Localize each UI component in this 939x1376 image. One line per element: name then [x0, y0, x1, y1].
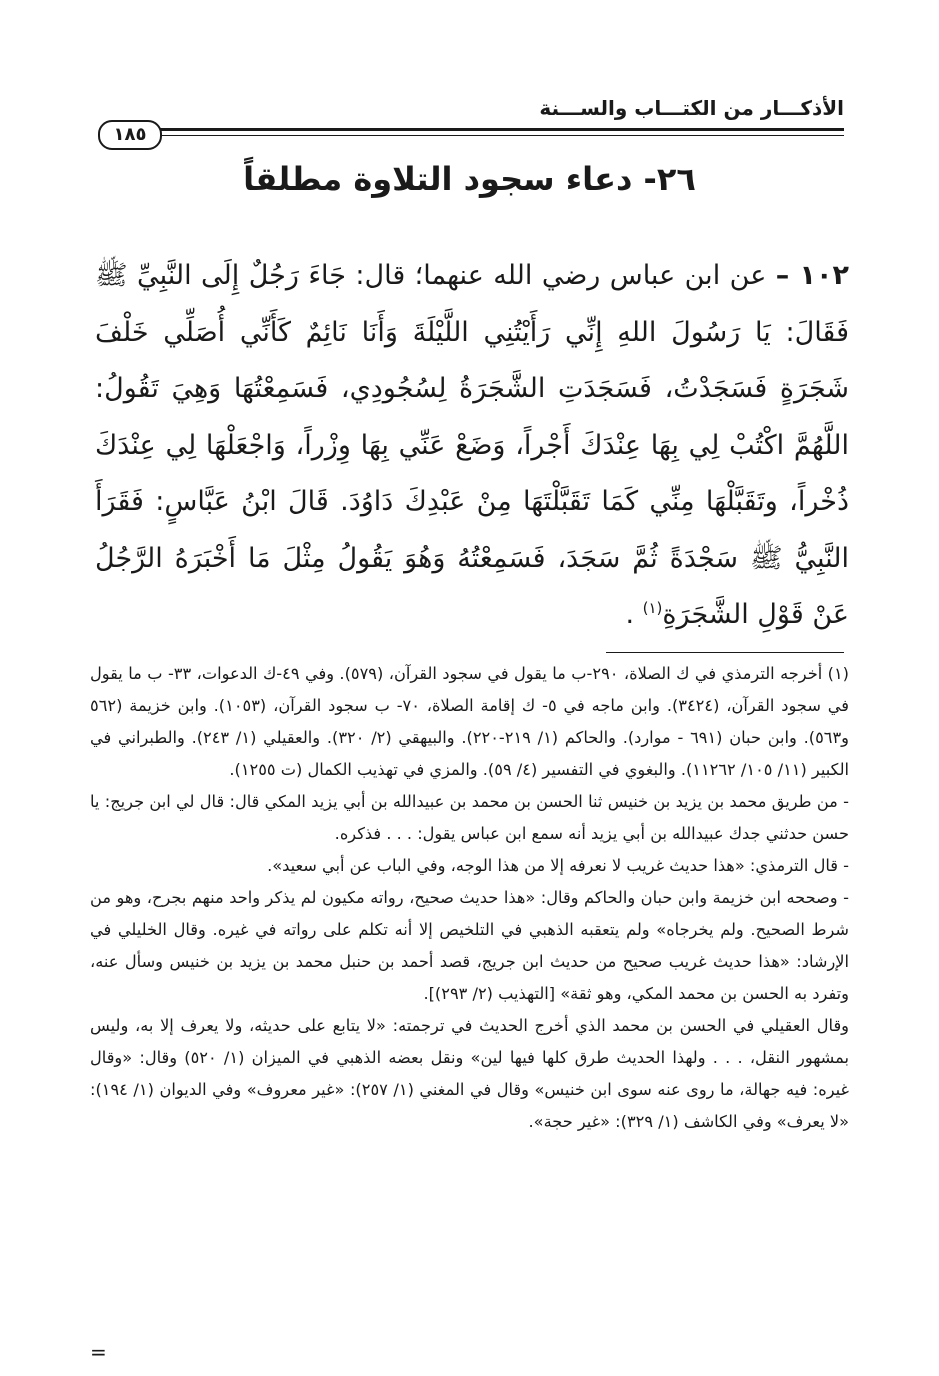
hadith-text-block	[95, 248, 849, 644]
footnote-divider	[606, 652, 844, 653]
hadith-number: ١٠٢ –	[775, 260, 849, 291]
footnote-reference[interactable]: (١)	[642, 599, 663, 617]
footnote-paragraph: - من طريق محمد بن يزيد بن خنيس ثنا الحسن بن محمد بن عبيدالله بن أبي يزيد المكي قال: قال لي ابن جريج: يا حسن حدثني جدك عبيدالله بن أبي يزيد أنه سمع ابن عباس يقول: . . . فذكره.	[90, 792, 849, 843]
header-rule	[150, 128, 844, 131]
hadith-end: .	[625, 599, 643, 630]
hadith-text: عن ابن عباس رضي الله عنهما؛ قال: جَاءَ رَجُلٌ إِلَى النَّبِيِّ ﷺ فَقَالَ: يَا رَسُولَ اللهِ إِنِّي رَأَيْتُنِي اللَّيْلَةَ وَأَنَا نَائِمٌ كَأَنِّي أُصَلِّي خَلْفَ شَجَرَةٍ فَسَجَدْتُ، فَسَجَدَتِ الشَّجَرَةُ لِسُجُودِي، فَسَمِعْتُهَا وَهِيَ تَقُولُ: اللَّهُمَّ اكْتُبْ لِي بِهَا عِنْدَكَ أَجْراً، وَضَعْ عَنِّي بِهَا وِزْراً، وَاجْعَلْهَا لِي عِنْدَكَ ذُخْراً، وتَقَبَّلْهَا مِنِّي كَمَا تَقَبَّلْتَهَا مِنْ عَبْدِكَ دَاوُدَ. قَالَ ابْنُ عَبَّاسٍ: فَقَرَأَ النَّبِيُّ ﷺ سَجْدَةً ثُمَّ سَجَدَ، فَسَمِعْتُهُ وَهُوَ يَقُولُ مِثْلَ مَا أَخْبَرَهُ الرَّجُلُ عَنْ قَوْلِ الشَّجَرَةِ	[95, 260, 849, 630]
running-header: الأذكـــار من الكتـــاب والســـنة	[539, 96, 844, 120]
footnote-paragraph: - وصححه ابن خزيمة وابن حبان والحاكم وقال: «هذا حديث صحيح، رواته مكيون لم يذكر واحد منهم بجرح، وهو من شرط الصحيح. ولم يخرجاه» ولم يتعقبه الذهبي في التلخيص إلا أنه تكلم على رواته في غيره. وقال الخليلي في الإرشاد: «هذا حديث غريب صحيح من حديث ابن جريج، قصد أحمد بن حنبل محمد بن يزيد بن خنيس وسأل عنه، وتفرد به الحسن بن محمد المكي، وهو ثقة» [التهذيب (٢/ ٢٩٣)].	[90, 888, 849, 1003]
page-number: ١٨٥	[98, 120, 162, 150]
footnote-paragraph: (١) أخرجه الترمذي في ك الصلاة، ٢٩٠-ب ما يقول في سجود القرآن، (٥٧٩). وفي ٤٩-ك الدعوات، ٣٣- ب ما يقول في سجود القرآن، (٣٤٢٤). وابن ماجه في ٥- ك إقامة الصلاة، ٧٠- ب سجود القرآن، (١٠٥٣). وابن خزيمة (٥٦٢ و٥٦٣). وابن حبان (٦٩١ - موارد). والحاكم (١/ ٢١٩-٢٢٠). والبيهقي (٢/ ٣٢٠). والعقيلي (١/ ٢٤٣). والطبراني في الكبير (١١/ ١٠٥/ ١١٢٦٢). والبغوي في التفسير (٤/ ٥٩). والمزي في تهذيب الكمال (ت ١٢٥٥).	[90, 664, 849, 779]
header-rule-thin	[150, 135, 844, 136]
footnote-paragraph: - قال الترمذي: «هذا حديث غريب لا نعرفه إلا من هذا الوجه، وفي الباب عن أبي سعيد».	[267, 856, 849, 875]
footnote-paragraph: وقال العقيلي في الحسن بن محمد الذي أخرج الحديث في ترجمته: «لا يتابع على حديثه، ولا يعرف إلا به، وليس بمشهور النقل، . . . ولهذا الحديث طرق كلها فيها لين» ونقل بعضه الذهبي في الميزان (١/ ٥٢٠) وقال: «وقال غيره: فيه جهالة، ما روى عنه سوى ابن خنيس» وقال في المغني (١/ ٢٥٧): «غير معروف» وفي الديوان (١/ ١٩٤): «لا يعرف» وفي الكاشف (١/ ٣٢٩): «غير حجة».	[90, 1016, 850, 1131]
continuation-mark: =	[90, 1340, 107, 1364]
footnotes-block	[90, 658, 849, 1138]
chapter-title: ٢٦- دعاء سجود التلاوة مطلقاً	[243, 160, 696, 198]
